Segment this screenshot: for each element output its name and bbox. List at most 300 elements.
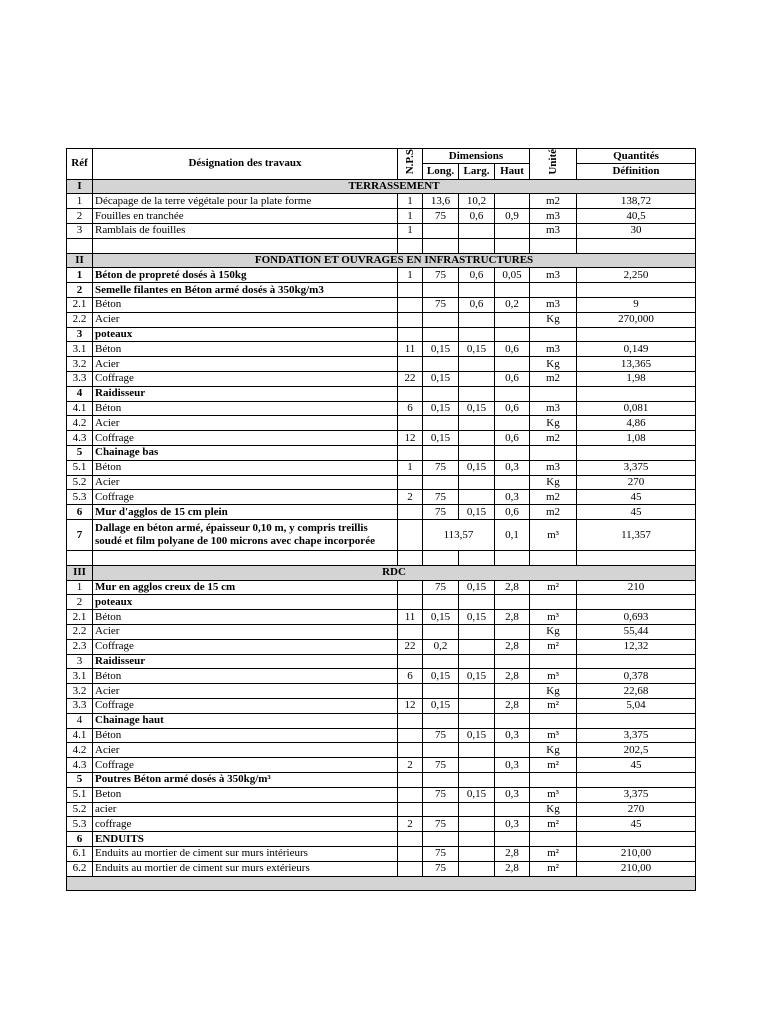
ref-cell: 3 [67,327,93,342]
long-cell [423,357,459,372]
unit-cell: m³ [530,669,577,684]
quantity-cell: 45 [577,758,696,773]
quantity-cell: 270 [577,475,696,490]
nps-cell [398,772,423,787]
designation-cell: Coffrage [93,431,398,446]
ref-cell: 7 [67,520,93,551]
nps-cell: 2 [398,490,423,505]
nps-cell [398,624,423,639]
larg-cell: 0,15 [459,669,495,684]
unit-cell: m2 [530,490,577,505]
ref-cell: 5 [67,772,93,787]
quantity-cell: 13,365 [577,357,696,372]
empty-cell [93,551,398,566]
haut-cell: 2,8 [495,610,530,625]
larg-cell [459,283,495,298]
empty-cell [577,238,696,253]
nps-cell: 12 [398,698,423,713]
nps-cell [398,595,423,610]
haut-cell: 0,2 [495,298,530,313]
haut-cell [495,713,530,728]
haut-cell: 2,8 [495,861,530,876]
haut-cell [495,446,530,461]
haut-cell [495,327,530,342]
empty-cell [577,551,696,566]
table-row [67,728,696,743]
quantity-cell: 11,357 [577,520,696,551]
larg-cell: 0,15 [459,342,495,357]
nps-cell [398,312,423,327]
larg-cell [459,372,495,387]
header-quantites: Quantités [577,149,696,164]
haut-cell [495,194,530,209]
section-title: TERRASSEMENT [93,179,696,194]
quantity-cell: 270,000 [577,312,696,327]
designation-cell: Raidisseur [93,386,398,401]
designation-cell: Chainage haut [93,713,398,728]
empty-cell [423,551,459,566]
empty-cell [495,238,530,253]
table-row [67,817,696,832]
larg-cell: 0,15 [459,460,495,475]
unit-cell: m² [530,861,577,876]
quantity-cell: 0,081 [577,401,696,416]
haut-cell [495,416,530,431]
long-cell: 0,15 [423,372,459,387]
ref-cell: 5.1 [67,787,93,802]
quantity-cell [577,595,696,610]
table-row [67,743,696,758]
larg-cell: 0,15 [459,787,495,802]
table-row [67,787,696,802]
table-row [67,194,696,209]
nps-cell [398,327,423,342]
unit-cell: m2 [530,505,577,520]
unit-cell: Kg [530,416,577,431]
table-row [67,401,696,416]
ref-cell: 5.3 [67,817,93,832]
larg-cell [459,327,495,342]
unit-cell: m³ [530,728,577,743]
table-row [67,372,696,387]
nps-cell: 6 [398,669,423,684]
long-cell [423,772,459,787]
section-ref: II [67,253,93,268]
designation-cell: Acier [93,312,398,327]
larg-cell [459,713,495,728]
ref-cell: 3 [67,654,93,669]
unit-cell: m3 [530,209,577,224]
larg-cell [459,861,495,876]
empty-cell [398,238,423,253]
header-dimensions: Dimensions [423,149,530,164]
ref-cell: 6.2 [67,861,93,876]
long-cell [423,475,459,490]
larg-cell [459,475,495,490]
quantity-cell: 45 [577,490,696,505]
larg-cell [459,416,495,431]
long-cell: 0,15 [423,431,459,446]
designation-cell: Béton [93,460,398,475]
section-row [67,253,696,268]
unit-cell [530,386,577,401]
larg-cell: 0,6 [459,209,495,224]
quantity-cell: 30 [577,224,696,239]
long-cell: 75 [423,298,459,313]
quantity-cell: 202,5 [577,743,696,758]
unit-cell: m² [530,639,577,654]
ref-cell: 2.3 [67,639,93,654]
nps-cell [398,580,423,595]
ref-cell: 4.3 [67,431,93,446]
nps-cell [398,743,423,758]
table-header [67,149,696,180]
empty-cell [530,238,577,253]
haut-cell: 0,3 [495,460,530,475]
quantity-cell [577,446,696,461]
larg-cell [459,832,495,847]
quantity-cell: 210 [577,580,696,595]
unit-cell: m³ [530,610,577,625]
larg-cell [459,698,495,713]
ref-cell: 5.3 [67,490,93,505]
quantity-cell: 210,00 [577,861,696,876]
table-row [67,684,696,699]
unit-cell [530,654,577,669]
quantity-cell: 3,375 [577,728,696,743]
section-row [67,179,696,194]
long-cell [423,624,459,639]
ref-cell: 2 [67,209,93,224]
larg-cell: 0,15 [459,580,495,595]
quantity-cell [577,386,696,401]
quantity-cell: 138,72 [577,194,696,209]
haut-cell: 0,3 [495,490,530,505]
designation-cell: Béton [93,401,398,416]
empty-cell [495,551,530,566]
nps-cell: 22 [398,372,423,387]
long-cell: 75 [423,787,459,802]
larg-cell: 0,15 [459,401,495,416]
quantity-cell: 210,00 [577,846,696,861]
larg-cell [459,446,495,461]
designation-cell: Fouilles en tranchée [93,209,398,224]
unit-cell: m3 [530,401,577,416]
designation-cell: Enduits au mortier de ciment sur murs intérieurs [93,846,398,861]
long-cell: 75 [423,490,459,505]
larg-cell: 0,15 [459,728,495,743]
designation-cell: coffrage [93,817,398,832]
quantity-cell: 45 [577,505,696,520]
unit-cell: m2 [530,372,577,387]
designation-cell: Dallage en béton armé, épaisseur 0,10 m, y compris treillis soudé et film polyane de 100 microns avec chape incorporée [93,520,398,551]
quantity-cell: 0,693 [577,610,696,625]
nps-cell: 11 [398,610,423,625]
haut-cell: 0,6 [495,401,530,416]
long-cell: 0,15 [423,401,459,416]
ref-cell: 3.2 [67,684,93,699]
unit-cell: m² [530,698,577,713]
designation-cell: Coffrage [93,490,398,505]
nps-cell: 22 [398,639,423,654]
unit-cell: Kg [530,624,577,639]
larg-cell: 10,2 [459,194,495,209]
larg-cell [459,312,495,327]
haut-cell: 0,9 [495,209,530,224]
table-row [67,772,696,787]
long-cell [423,446,459,461]
designation-cell: Béton [93,669,398,684]
long-cell: 0,2 [423,639,459,654]
nps-cell [398,846,423,861]
larg-cell: 0,15 [459,505,495,520]
table-row [67,342,696,357]
unit-cell [530,713,577,728]
unit-cell: m³ [530,787,577,802]
haut-cell [495,224,530,239]
quantity-cell [577,327,696,342]
haut-cell: 0,05 [495,268,530,283]
table-row [67,386,696,401]
quantity-cell [577,772,696,787]
table-row [67,283,696,298]
ref-cell: 2.1 [67,298,93,313]
nps-cell: 2 [398,758,423,773]
ref-cell: 1 [67,194,93,209]
nps-cell: 1 [398,268,423,283]
ref-cell: 3.3 [67,372,93,387]
unit-cell: Kg [530,312,577,327]
haut-cell: 0,6 [495,431,530,446]
nps-cell [398,684,423,699]
ref-cell: 4.3 [67,758,93,773]
ref-cell: 2.2 [67,312,93,327]
unit-cell: Kg [530,475,577,490]
long-cell: 0,15 [423,610,459,625]
nps-cell [398,787,423,802]
quantity-cell [577,832,696,847]
haut-cell [495,802,530,817]
unit-cell [530,832,577,847]
unit-cell: m3 [530,224,577,239]
long-cell [423,224,459,239]
designation-cell: poteaux [93,595,398,610]
designation-cell: Mur en agglos creux de 15 cm [93,580,398,595]
quantity-cell: 4,86 [577,416,696,431]
nps-cell [398,520,423,551]
designation-cell: Acier [93,475,398,490]
haut-cell: 0,6 [495,505,530,520]
nps-cell: 12 [398,431,423,446]
section-row [67,565,696,580]
nps-cell: 1 [398,460,423,475]
designation-cell: ENDUITS [93,832,398,847]
quantity-cell: 3,375 [577,460,696,475]
ref-cell: 6 [67,505,93,520]
haut-cell [495,654,530,669]
table-row [67,312,696,327]
quantity-cell: 270 [577,802,696,817]
designation-cell: Acier [93,416,398,431]
haut-cell [495,772,530,787]
table-row [67,669,696,684]
larg-cell: 0,6 [459,268,495,283]
empty-cell [459,551,495,566]
header-designation: Désignation des travaux [93,149,398,180]
designation-cell: Raidisseur [93,654,398,669]
quantity-cell: 3,375 [577,787,696,802]
ref-cell: 5.2 [67,802,93,817]
nps-cell: 1 [398,224,423,239]
ref-cell: 2.2 [67,624,93,639]
unit-cell: m3 [530,460,577,475]
header-unite: Unité [530,149,577,180]
unit-cell: m² [530,817,577,832]
ref-cell: 2 [67,595,93,610]
designation-cell: Béton de propreté dosés à 150kg [93,268,398,283]
long-cell [423,595,459,610]
larg-cell [459,684,495,699]
header-long: Long. [423,164,459,179]
larg-cell [459,654,495,669]
haut-cell [495,283,530,298]
empty-cell [459,238,495,253]
larg-cell [459,595,495,610]
designation-cell: Chainage bas [93,446,398,461]
larg-cell: 0,6 [459,298,495,313]
long-cell: 75 [423,209,459,224]
table-row [67,460,696,475]
empty-cell [93,238,398,253]
table-row [67,580,696,595]
designation-cell: Poutres Béton armé dosés à 350kg/m³ [93,772,398,787]
long-cell: 75 [423,505,459,520]
larg-cell [459,431,495,446]
unit-cell [530,446,577,461]
quantity-cell: 45 [577,817,696,832]
quantity-cell [577,654,696,669]
ref-cell: 4.2 [67,743,93,758]
haut-cell: 2,8 [495,698,530,713]
unit-cell: m² [530,758,577,773]
designation-cell: Acier [93,357,398,372]
designation-cell: poteaux [93,327,398,342]
haut-cell [495,386,530,401]
haut-cell: 0,3 [495,817,530,832]
table-row [67,595,696,610]
table-row [67,520,696,551]
long-cell [423,312,459,327]
long-cell: 75 [423,846,459,861]
haut-cell [495,832,530,847]
empty-cell [530,551,577,566]
quantity-cell: 2,250 [577,268,696,283]
ref-cell: 5.1 [67,460,93,475]
designation-cell: Acier [93,684,398,699]
larg-cell [459,639,495,654]
unit-cell: Kg [530,802,577,817]
quantity-table [66,148,696,891]
section-title: RDC [93,565,696,580]
long-cell: 13,6 [423,194,459,209]
quantity-cell: 40,5 [577,209,696,224]
long-cell [423,832,459,847]
larg-cell [459,386,495,401]
long-cell: 0,15 [423,698,459,713]
long-cell [423,654,459,669]
unit-cell: m² [530,846,577,861]
ref-cell: 4.1 [67,401,93,416]
nps-cell [398,357,423,372]
unit-cell [530,772,577,787]
nps-cell [398,713,423,728]
designation-cell: Coffrage [93,758,398,773]
header-ref: Réf [67,149,93,180]
larg-cell [459,772,495,787]
unit-cell: m3 [530,342,577,357]
unit-cell [530,283,577,298]
unit-cell: m2 [530,194,577,209]
empty-row [67,238,696,253]
quantity-cell: 0,149 [577,342,696,357]
quantity-cell [577,283,696,298]
designation-cell: Acier [93,743,398,758]
larg-cell [459,802,495,817]
quantity-cell: 12,32 [577,639,696,654]
haut-cell [495,357,530,372]
long-cell: 75 [423,460,459,475]
table-row [67,698,696,713]
haut-cell [495,475,530,490]
quantity-cell: 5,04 [577,698,696,713]
nps-cell: 2 [398,817,423,832]
quantity-cell: 1,98 [577,372,696,387]
larg-cell [459,357,495,372]
table-body [67,179,696,891]
ref-cell: 5.2 [67,475,93,490]
long-cell: 75 [423,580,459,595]
table-row [67,861,696,876]
haut-cell: 0,1 [495,520,530,551]
ref-cell: 2.1 [67,610,93,625]
designation-cell: Coffrage [93,698,398,713]
nps-cell: 1 [398,194,423,209]
empty-cell [67,238,93,253]
long-cell [423,283,459,298]
nps-cell [398,283,423,298]
table-row [67,298,696,313]
ref-cell: 3.1 [67,669,93,684]
empty-cell [398,551,423,566]
table-row [67,446,696,461]
table-row [67,639,696,654]
footer-row [67,876,696,891]
haut-cell: 0,3 [495,758,530,773]
designation-cell: Beton [93,787,398,802]
ref-cell: 3 [67,224,93,239]
header-definition: Définition [577,164,696,179]
haut-cell [495,595,530,610]
long-cell [423,416,459,431]
haut-cell [495,624,530,639]
nps-cell: 6 [398,401,423,416]
table-row [67,713,696,728]
haut-cell [495,312,530,327]
ref-cell: 4.2 [67,416,93,431]
table-row [67,475,696,490]
larg-cell: 0,15 [459,610,495,625]
designation-cell: Semelle filantes en Béton armé dosés à 350kg/m3 [93,283,398,298]
